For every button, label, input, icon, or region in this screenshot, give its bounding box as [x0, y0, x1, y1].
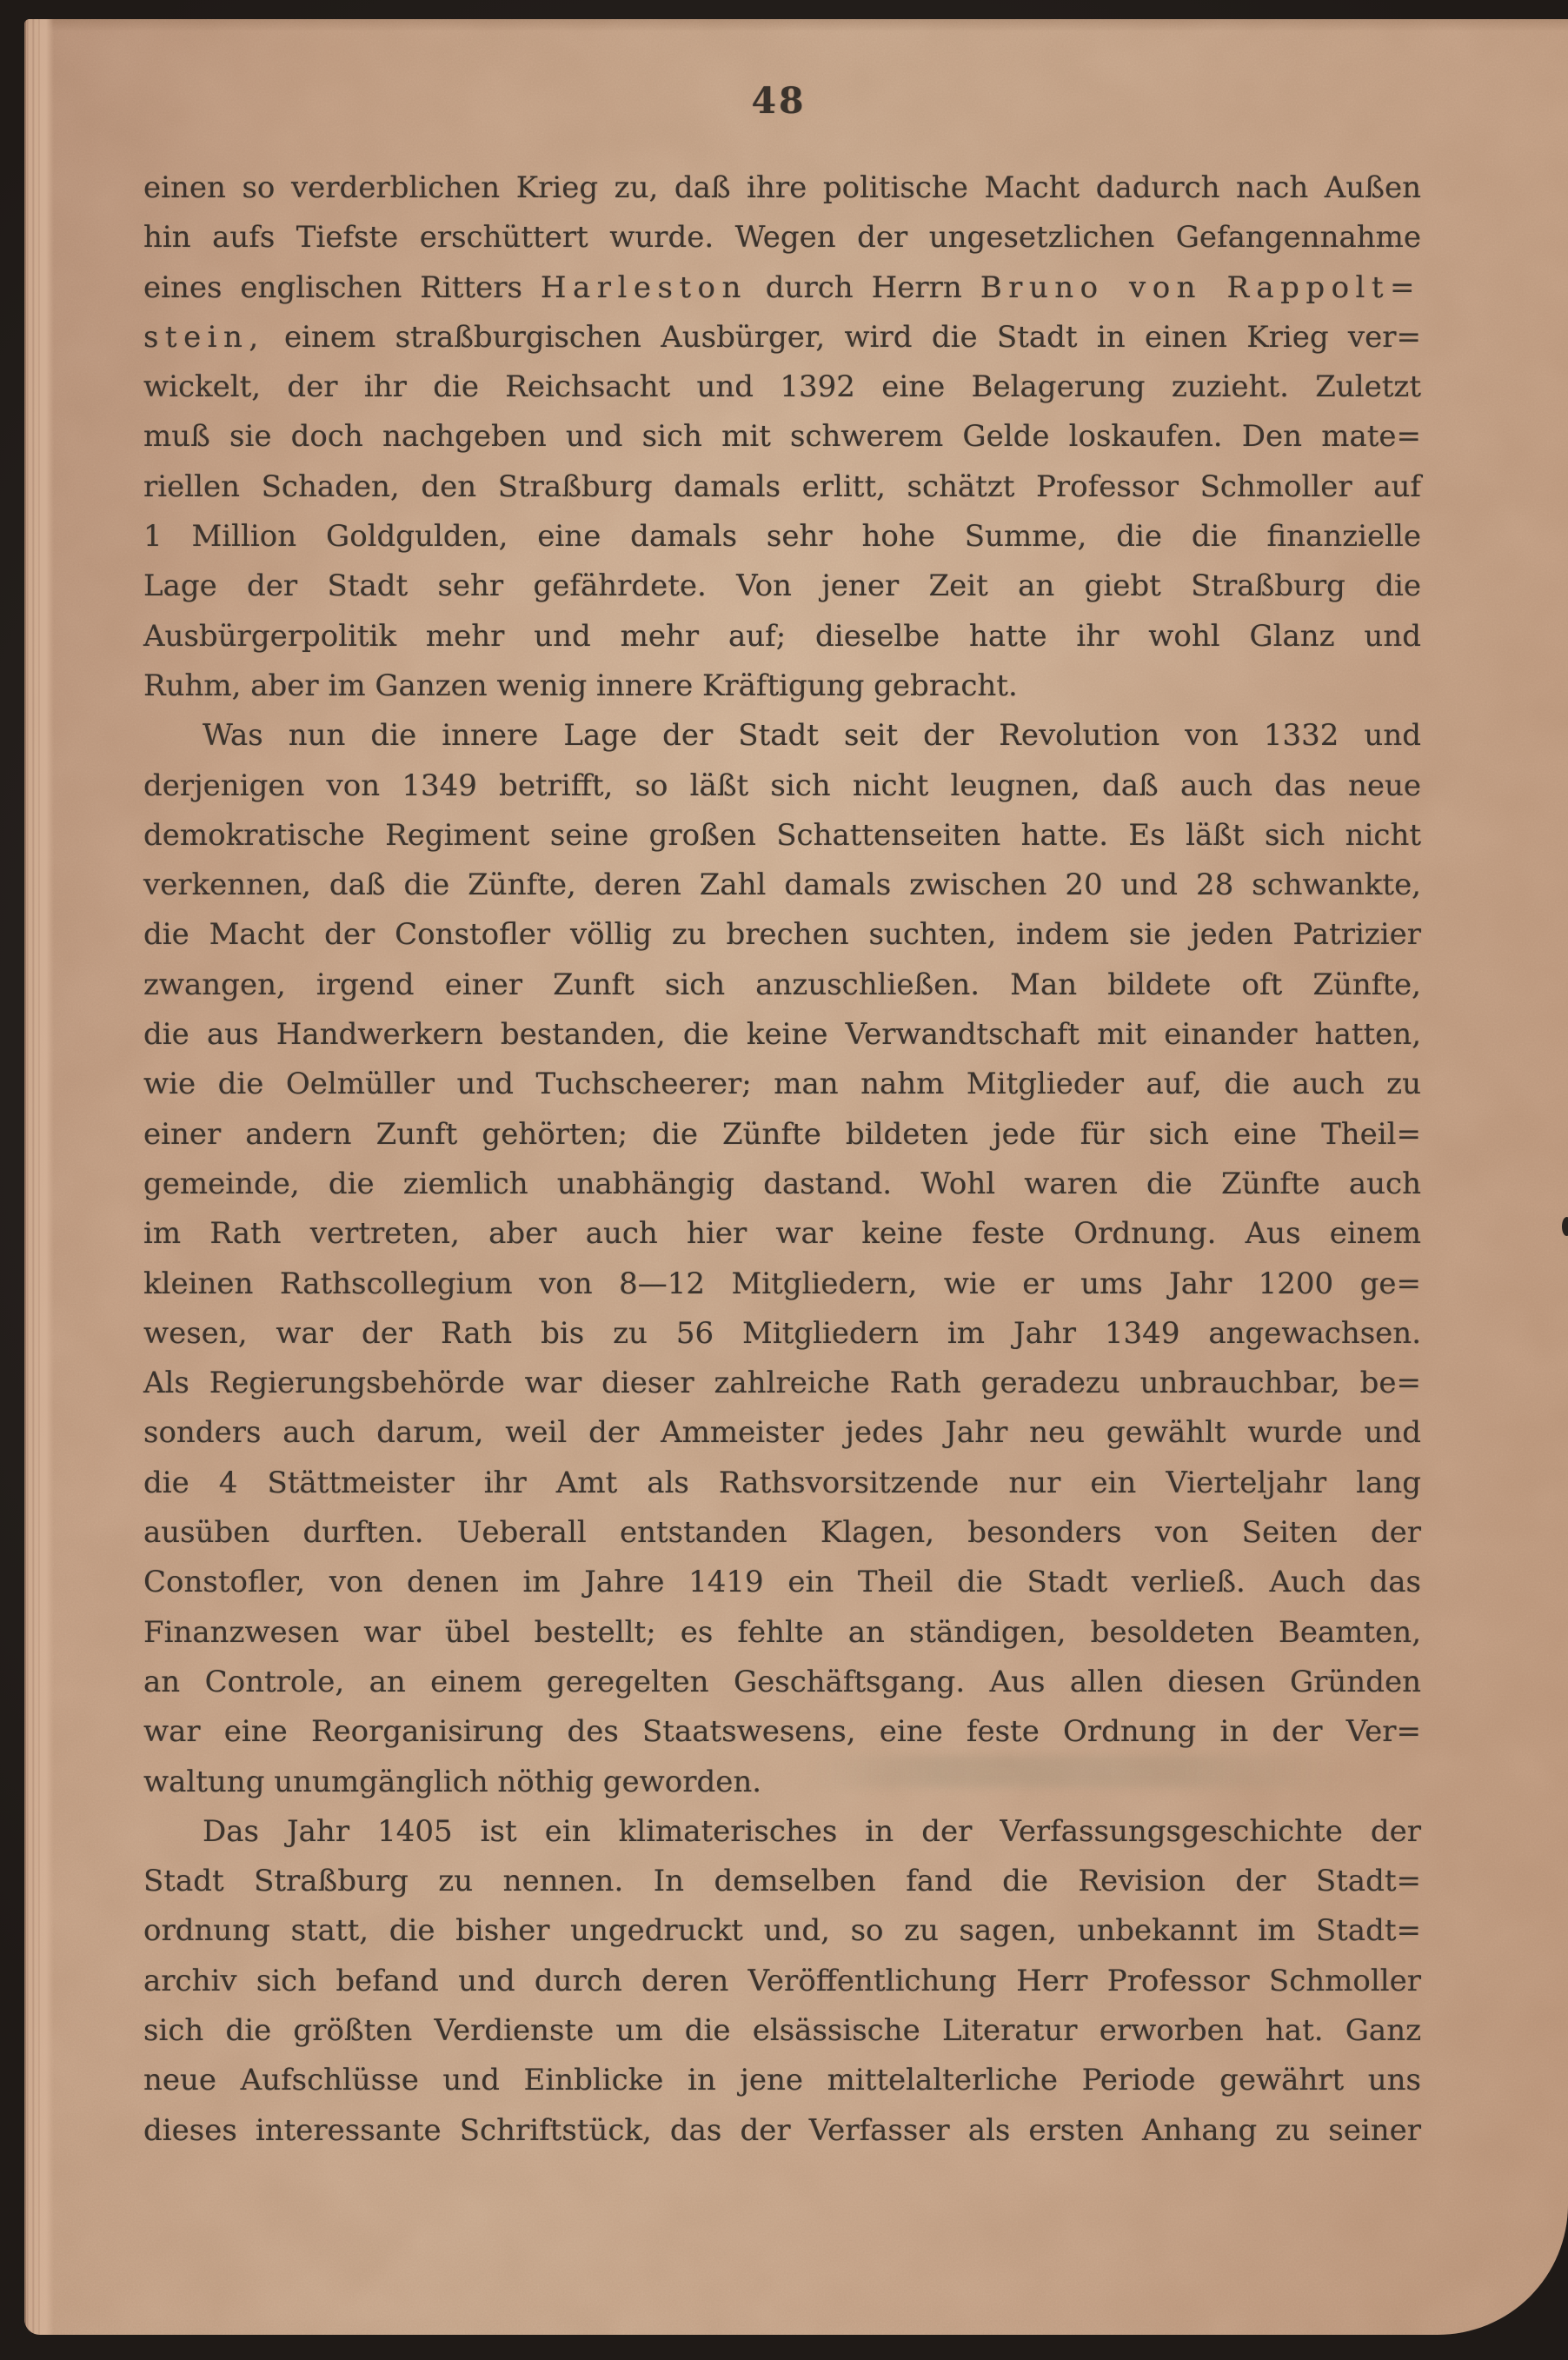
text-line: [143, 1608, 1421, 1658]
text-segment: Constofler, von denen im Jahre 1419 ein Theil die Stadt verließ. Auch das: [143, 1565, 1421, 1600]
offset-ink-smudge: [807, 1756, 1345, 1787]
text-segment: einem straßburgischen Ausbürger, wird die Stadt in einen Krieg ver=: [264, 319, 1421, 355]
text-segment: war eine Reorganisirung des Staatswesens, eine feste Ordnung in der Ver=: [143, 1714, 1421, 1750]
text-line: [143, 1260, 1421, 1309]
text-segment: sich die größten Verdienste um die elsässische Literatur erworben hat. Ganz: [143, 2012, 1421, 2048]
text-line: [143, 1707, 1421, 1757]
text-segment: wie die Oelmüller und Tuchscheerer; man nahm Mitglieder auf, die auch zu: [143, 1067, 1421, 1102]
text-segment: hin aufs Tiefste erschüttert wurde. Wegen der ungesetzlichen Gefangennahme: [143, 220, 1421, 256]
text-segment: Das Jahr 1405 ist ein klimaterisches in der Verfassungsgeschichte der: [203, 1813, 1421, 1849]
text-segment: die Macht der Constofler völlig zu brechen suchten, indem sie jeden Patrizier: [143, 917, 1421, 953]
text-line: [143, 1160, 1421, 1209]
text-segment: neue Aufschlüsse und Einblicke in jene mittelalterliche Periode gewährt uns: [143, 2063, 1421, 2098]
text-segment: gemeinde, die ziemlich unabhängig dastand. Wohl waren die Zünfte auch: [143, 1166, 1421, 1201]
text-segment: sonders auch darum, weil der Ammeister jedes Jahr neu gewählt wurde und: [143, 1415, 1421, 1451]
text-segment: wickelt, der ihr die Reichsacht und 1392 eine Belagerung zuzieht. Zuletzt: [143, 369, 1421, 405]
text-segment: ausüben durften. Ueberall entstanden Klagen, besonders von Seiten der: [143, 1515, 1421, 1551]
text-segment: die aus Handwerkern bestanden, die keine Verwandtschaft mit einander hatten,: [143, 1017, 1421, 1053]
text-line: [143, 761, 1421, 811]
text-segment: durch Herrn: [747, 269, 980, 305]
text-segment: kleinen Rathscollegium von 8—12 Mitgliedern, wie er ums Jahr 1200 ge=: [143, 1266, 1421, 1301]
text-line: [143, 1309, 1421, 1359]
text-line: [143, 1408, 1421, 1458]
text-segment: waltung unumgänglich nöthig geworden.: [143, 1764, 762, 1799]
text-segment: im Rath vertreten, aber auch hier war keine feste Ordnung. Aus einem: [143, 1216, 1421, 1252]
text-segment: ordnung statt, die bisher ungedruckt und, so zu sagen, unbekannt im Stadt=: [143, 1913, 1421, 1949]
text-line: [143, 462, 1421, 512]
text-line: [143, 811, 1421, 861]
text-line: [143, 1508, 1421, 1558]
text-segment: Ausbürgerpolitik mehr und mehr auf; dieselbe hatte ihr wohl Glanz und: [143, 618, 1421, 654]
text-segment: Lage der Stadt sehr gefährdete. Von jener Zeit an giebt Straßburg die: [143, 568, 1421, 604]
text-segment: verkennen, daß die Zünfte, deren Zahl damals zwischen 20 und 28 schwankte,: [143, 868, 1421, 903]
text-line: [143, 1558, 1421, 1607]
page-text: [143, 163, 1421, 2156]
text-segment: muß sie doch nachgeben und sich mit schwerem Gelde loskaufen. Den mate=: [143, 419, 1421, 455]
book-page: [24, 19, 1568, 2335]
text-line: [143, 711, 1421, 761]
letterspaced-text: Bruno von Rappolt=: [980, 269, 1422, 305]
text-segment: riellen Schaden, den Straßburg damals erlitt, schätzt Professor Schmoller auf: [143, 469, 1421, 504]
text-segment: Stadt Straßburg zu nennen. In demselben fand die Revision der Stadt=: [143, 1864, 1421, 1899]
text-segment: eines englischen Ritters: [143, 269, 541, 305]
text-line: [143, 861, 1421, 910]
text-line: [143, 1209, 1421, 1259]
text-segment: Finanzwesen war übel bestellt; es fehlte an ständigen, besoldeten Beamten,: [143, 1614, 1421, 1650]
text-segment: dieses interessante Schriftstück, das der Verfasser als ersten Anhang zu seiner: [143, 2112, 1421, 2148]
text-line: [143, 1359, 1421, 1408]
text-line: [143, 512, 1421, 562]
text-line: [143, 612, 1421, 661]
text-line: [143, 263, 1421, 313]
text-line: [143, 1906, 1421, 1956]
text-line: [143, 2006, 1421, 2056]
text-segment: archiv sich befand und durch deren Veröffentlichung Herr Professor Schmoller: [143, 1963, 1421, 1998]
text-line: [143, 1060, 1421, 1109]
text-line: [143, 1459, 1421, 1508]
text-line: [143, 1010, 1421, 1060]
text-line: [143, 362, 1421, 412]
text-segment: einen so verderblichen Krieg zu, daß ihre politische Macht dadurch nach Außen: [143, 170, 1421, 205]
page-number: 48: [751, 80, 807, 122]
text-line: [143, 313, 1421, 362]
text-segment: an Controle, an einem geregelten Geschäftsgang. Aus allen diesen Gründen: [143, 1664, 1421, 1699]
text-segment: Als Regierungsbehörde war dieser zahlreiche Rath geradezu unbrauchbar, be=: [143, 1366, 1421, 1401]
text-segment: derjenigen von 1349 betrifft, so läßt sich nicht leugnen, daß auch das neue: [143, 768, 1421, 803]
text-line: [143, 1957, 1421, 2006]
text-segment: wesen, war der Rath bis zu 56 Mitgliedern im Jahr 1349 angewachsen.: [143, 1315, 1421, 1351]
letterspaced-text: Harleston: [540, 269, 747, 305]
text-segment: zwangen, irgend einer Zunft sich anzuschließen. Man bildete oft Zünfte,: [143, 967, 1421, 1002]
text-line: [143, 2056, 1421, 2105]
text-line: [143, 213, 1421, 263]
text-segment: 1 Million Goldgulden, eine damals sehr hohe Summe, die die finanzielle: [143, 519, 1421, 555]
page-stack-edge: [24, 19, 54, 2335]
text-line: [143, 2106, 1421, 2156]
text-segment: einer andern Zunft gehörten; die Zünfte bildeten jede für sich eine Theil=: [143, 1116, 1421, 1152]
text-segment: Ruhm, aber im Ganzen wenig innere Kräftigung gebracht.: [143, 668, 1018, 703]
text-line: [143, 1857, 1421, 1906]
text-segment: demokratische Regiment seine großen Schattenseiten hatte. Es läßt sich nicht: [143, 817, 1421, 853]
text-line: [143, 961, 1421, 1010]
text-segment: die 4 Stättmeister ihr Amt als Rathsvorsitzende nur ein Vierteljahr lang: [143, 1465, 1421, 1500]
letterspaced-text: stein,: [143, 319, 265, 355]
text-line: [143, 412, 1421, 462]
text-line: [143, 1658, 1421, 1707]
text-line: [143, 661, 1421, 711]
text-line: [143, 910, 1421, 960]
text-segment: Was nun die innere Lage der Stadt seit der Revolution von 1332 und: [203, 718, 1421, 754]
text-line: [143, 1807, 1421, 1857]
page-edge-nick: [1562, 1217, 1568, 1236]
text-line: [143, 1110, 1421, 1160]
text-line: [143, 562, 1421, 611]
text-line: [143, 163, 1421, 213]
